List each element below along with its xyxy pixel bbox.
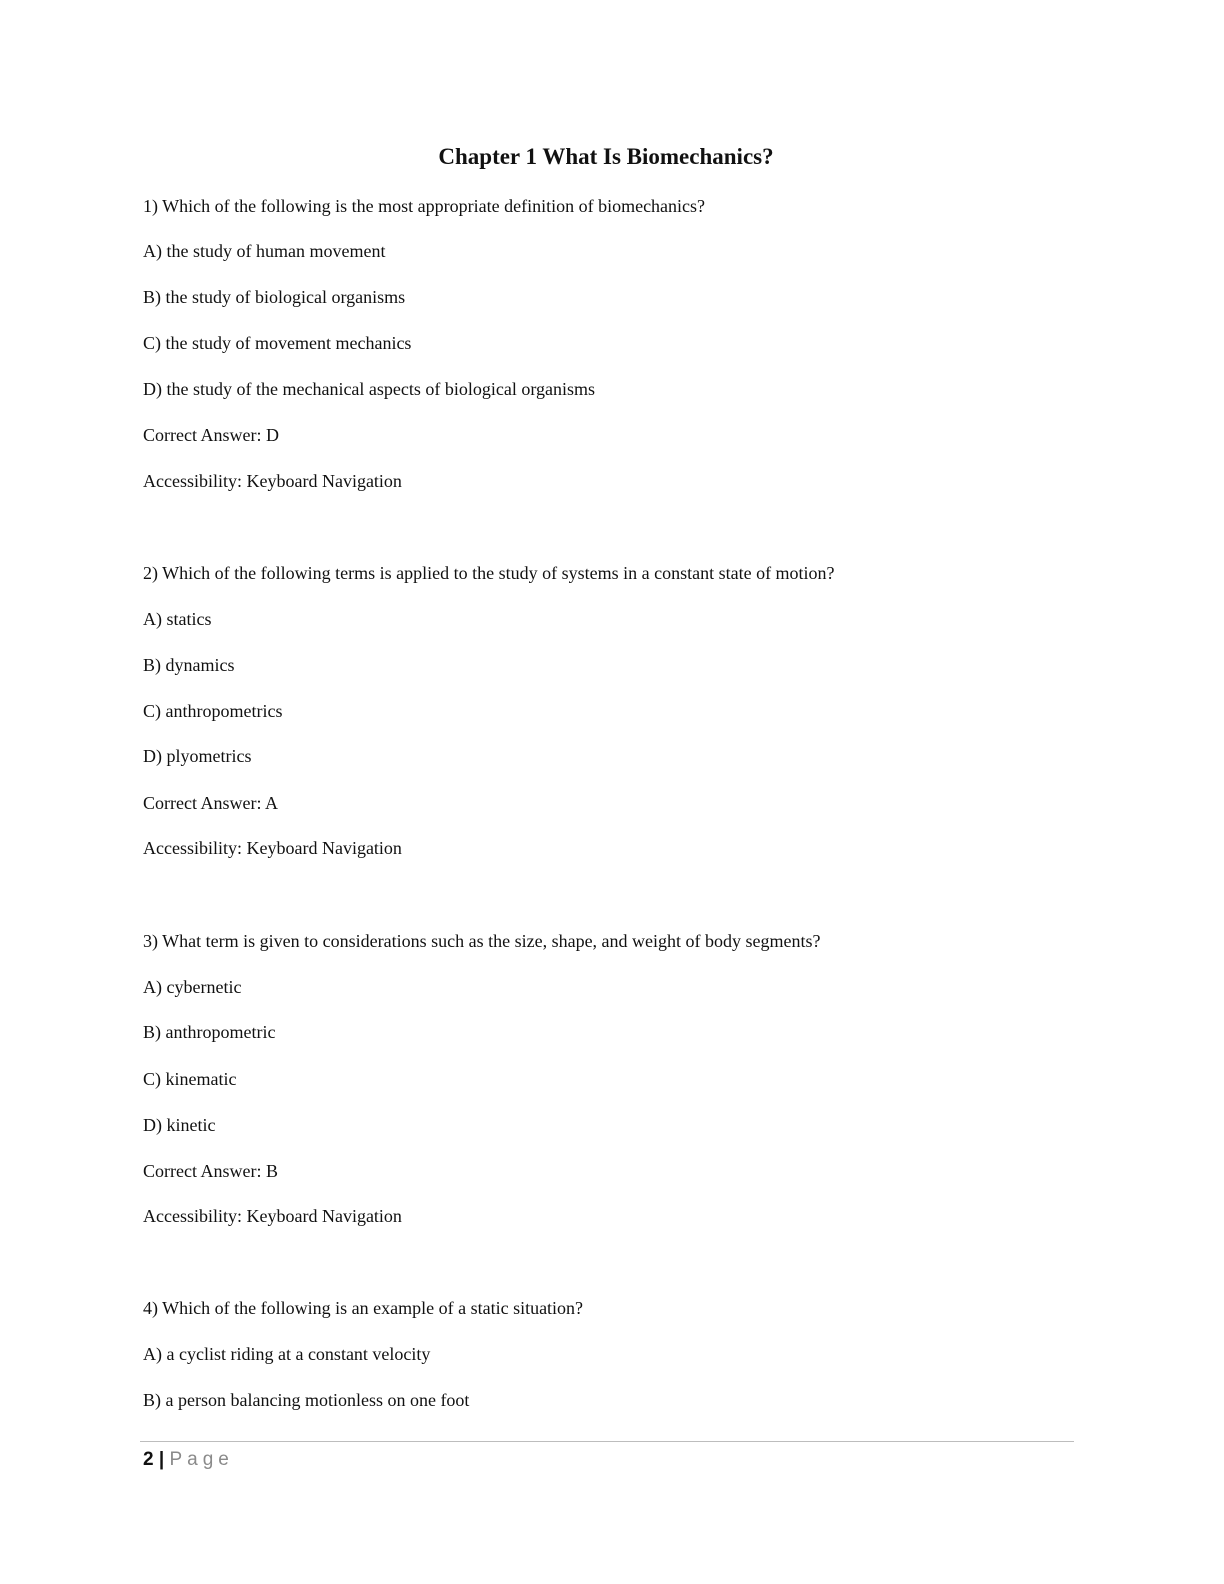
question-3-option-b: B) anthropometric <box>143 1022 276 1042</box>
page-label: Page <box>169 1449 234 1470</box>
question-4-stem: 4) Which of the following is an example of a static situation? <box>143 1298 584 1318</box>
page-footer <box>143 1447 234 1473</box>
question-3-stem: 3) What term is given to considerations such as the size, shape, and weight of body segments? <box>143 931 821 951</box>
footer-separator: | <box>158 1449 165 1470</box>
question-3-option-d: D) kinetic <box>143 1115 216 1135</box>
page-number: 2 <box>143 1449 154 1470</box>
question-3-accessibility: Accessibility: Keyboard Navigation <box>143 1206 402 1226</box>
question-1-accessibility: Accessibility: Keyboard Navigation <box>143 471 402 491</box>
page-title: Chapter 1 What Is Biomechanics? <box>438 144 774 169</box>
question-3-option-c: C) kinematic <box>143 1069 237 1089</box>
question-2-option-c: C) anthropometrics <box>143 701 283 721</box>
question-1-option-b: B) the study of biological organisms <box>143 287 406 307</box>
question-2-option-b: B) dynamics <box>143 655 235 675</box>
question-3-correct-answer: Correct Answer: B <box>143 1161 278 1181</box>
question-1-option-c: C) the study of movement mechanics <box>143 333 412 353</box>
question-1-option-d: D) the study of the mechanical aspects of biological organisms <box>143 379 596 399</box>
question-1-stem: 1) Which of the following is the most appropriate definition of biomechanics? <box>143 196 706 216</box>
question-4-option-b: B) a person balancing motionless on one foot <box>143 1390 470 1410</box>
footer-divider <box>140 1441 1074 1442</box>
question-1-option-a: A) the study of human movement <box>143 241 386 261</box>
question-2-stem: 2) Which of the following terms is applied to the study of systems in a constant state of motion? <box>143 563 835 583</box>
question-2-option-a: A) statics <box>143 609 212 629</box>
question-2-correct-answer: Correct Answer: A <box>143 793 278 813</box>
question-4-option-a: A) a cyclist riding at a constant velocity <box>143 1344 431 1364</box>
question-3-option-a: A) cybernetic <box>143 977 242 997</box>
question-1-correct-answer: Correct Answer: D <box>143 425 279 445</box>
question-2-accessibility: Accessibility: Keyboard Navigation <box>143 838 402 858</box>
question-2-option-d: D) plyometrics <box>143 746 252 766</box>
